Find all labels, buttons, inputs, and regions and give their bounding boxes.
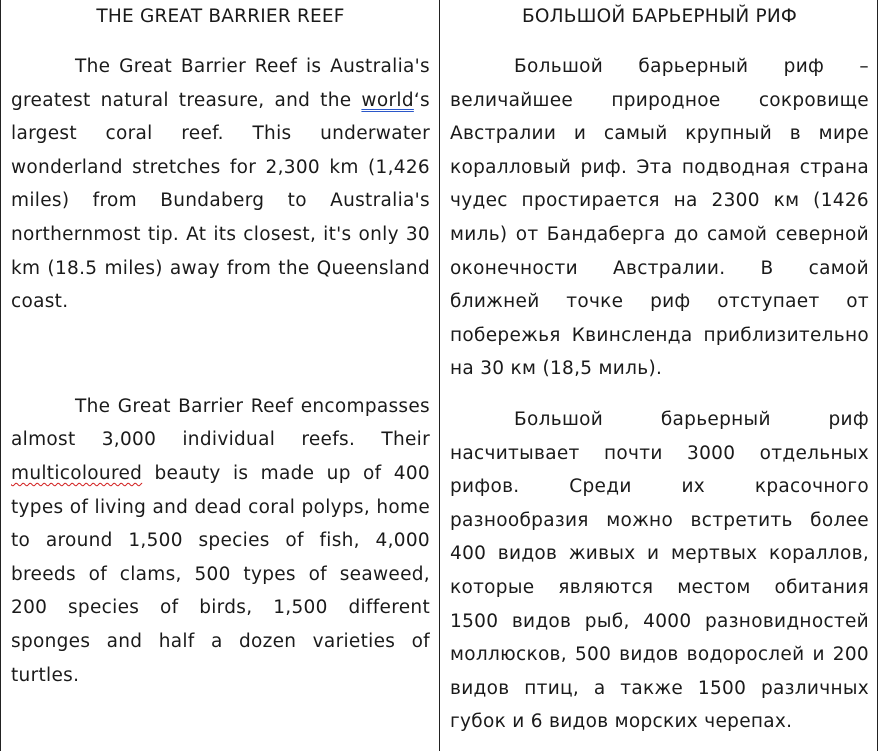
english-p1-text-b: ‘s largest coral reef. This underwater wonderland stretches for 2,300 km (1,426 miles) from Bundaberg to Australia's northernmost tip. At its closest, it's only 30 km (18.5 miles) away from the Queensland coast. (11, 89, 430, 313)
english-p1-text-a: The Great Barrier Reef is Australia's greatest natural treasure, and the (11, 56, 430, 111)
english-column (11, 0, 430, 692)
english-p2-text-b: beauty is made up of 400 types of living and dead coral polyps, home to around 1,500 species of fish, 4,000 breeds of clams, 500 types of seaweed, 200 species of birds, 1,500 different sponges and half a dozen varieties of turtles. (11, 462, 430, 686)
english-paragraph-1[interactable] (11, 50, 430, 319)
russian-paragraph-1[interactable]: Большой барьерный риф – величайшее природное сокровище Австралии и самый крупный в мире коралловый риф. Эта подводная страна чудес простирается на 2300 км (1426 миль) от Бандаберга до самой северной оконечности Австралии. В самой ближней точке риф отступает от побережья Квинсленда приблизительно на 30 км (18,5 миль). (450, 56, 869, 380)
english-title: THE GREAT BARRIER REEF (96, 6, 345, 27)
spelling-flagged-word[interactable]: multicoloured (11, 462, 143, 484)
russian-column (450, 0, 869, 739)
english-p2-text-a: The Great Barrier Reef encompasses almost 3,000 individual reefs. Their (11, 395, 430, 451)
grammar-flagged-word[interactable]: world (361, 89, 414, 111)
column-divider (439, 0, 440, 751)
russian-paragraph-2[interactable]: Большой барьерный риф насчитывает почти 3000 отдельных рифов. Среди их красочного разнообразия можно встретить более 400 видов живых и мертвых кораллов, которые являются местом обитания 1500 видов рыб, 4000 разновидностей моллюсков, 500 видов водорослей и 200 видов птиц, а также 1500 различных губок и 6 видов морских черепах. (450, 408, 869, 733)
english-paragraph-2[interactable] (11, 390, 430, 692)
russian-title: БОЛЬШОЙ БАРЬЕРНЫЙ РИФ (521, 6, 798, 27)
